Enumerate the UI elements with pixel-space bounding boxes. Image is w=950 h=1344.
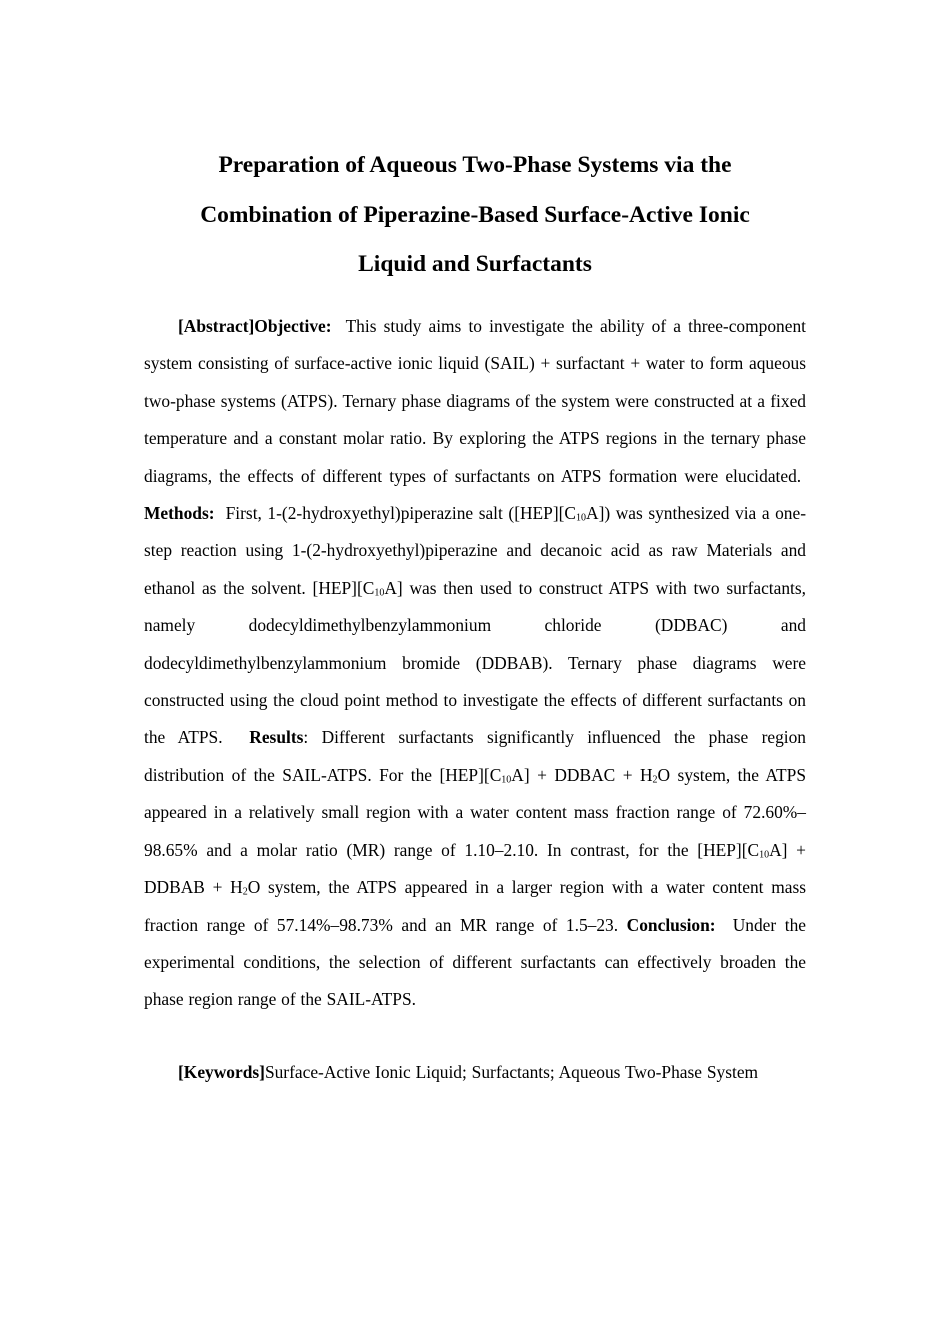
keywords-list: Surface-Active Ionic Liquid; Surfactants; Aqueous Two-Phase System: [264, 1062, 759, 1082]
objective-label: Objective:: [254, 316, 332, 336]
subscript-10: 10: [759, 849, 770, 861]
methods-text-2: A]) was synthesized via a one-step reaction using 1-(2-hydroxyethyl)piperazine and decanoic acid as raw Materials and ethanol as the solvent. [HEP][C: [144, 503, 806, 598]
results-text-3: O system, the ATPS appeared in a relatively small region with a water content mass fraction range of 72.60%–98.65% and a molar ratio (MR) range of 1.10–2.10. In contrast, for the [HEP][C: [144, 764, 807, 860]
results-text-4: A] + DDBAB + H: [144, 839, 806, 898]
abstract-paragraph: [144, 308, 806, 1019]
keywords-label: [Keywords]: [178, 1062, 265, 1082]
title-line-1: Preparation of Aqueous Two-Phase Systems via the: [218, 152, 732, 178]
title-line-3: Liquid and Surfactants: [358, 251, 592, 277]
subscript-10: 10: [576, 512, 587, 524]
methods-text-3: A] was then used to construct ATPS with two surfactants, namely dodecyldimethylbenzylammonium chloride (DDBAC) and dodecyldimethylbenzylammonium bromide (DDBAB). Ternary phase diagrams were constructed using the cloud point method to investigate the effects of different surfactants on the ATPS.: [144, 577, 806, 748]
methods-label: Methods:: [144, 503, 215, 524]
paper-title: [144, 141, 806, 290]
title-line-2: Combination of Piperazine-Based Surface-Active Ionic: [200, 201, 750, 228]
methods-text-1: First, 1-(2-hydroxyethyl)piperazine salt ([HEP][C: [225, 503, 577, 524]
results-label: Results: [249, 727, 304, 748]
conclusion-text: Under the experimental conditions, the selection of different surfactants can effectively broaden the phase region range of the SAIL-ATPS.: [144, 914, 806, 1010]
conclusion-label: Conclusion:: [626, 914, 716, 935]
keywords-paragraph: [144, 1054, 806, 1091]
subscript-10: 10: [501, 774, 512, 786]
results-text-1: : Different surfactants significantly influenced the phase region distribution of the SAIL-ATPS. For the [HEP][C: [144, 727, 806, 785]
subscript-2: 2: [242, 886, 248, 898]
results-text-2: A] + DDBAC + H: [511, 764, 653, 785]
objective-text: This study aims to investigate the ability of a three-component system consisting of surface-active ionic liquid (SAIL) + surfactant + water to form aqueous two-phase systems (ATPS). Ternary phase diagrams of the system were constructed at a fixed temperature and a constant molar ratio. By exploring the ATPS regions in the ternary phase diagrams, the effects of different types of surfactants on ATPS formation were elucidated.: [144, 316, 806, 486]
subscript-2: 2: [652, 774, 658, 786]
subscript-10: 10: [374, 587, 385, 599]
abstract-label: [Abstract]: [178, 316, 255, 336]
results-text-5: O system, the ATPS appeared in a larger region with a water content mass fraction range of 57.14%–98.73% and an MR range of 1.5–23.: [144, 877, 806, 935]
